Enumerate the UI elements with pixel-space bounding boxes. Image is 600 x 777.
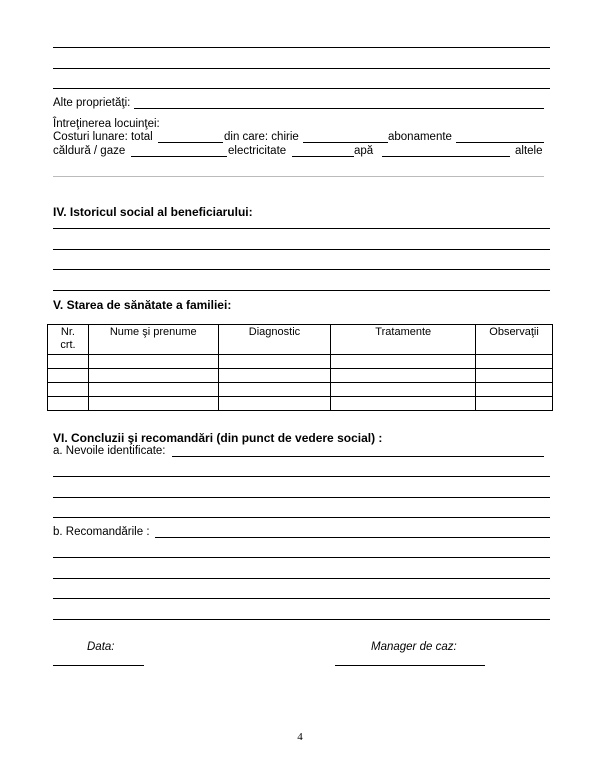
costs-total-label: Costuri lunare: total (53, 131, 153, 143)
table-cell[interactable] (218, 355, 331, 369)
table-cell[interactable] (331, 383, 476, 397)
table-cell[interactable] (88, 397, 218, 411)
rent-field[interactable] (303, 142, 388, 143)
maintenance-label: Întreţinerea locuinţei: (53, 118, 160, 130)
table-row (48, 355, 553, 369)
needs-label: a. Nevoile identificate: (53, 445, 166, 457)
case-manager-label: Manager de caz: (371, 641, 457, 653)
case-manager-signature-field[interactable] (335, 665, 485, 666)
table-cell[interactable] (218, 397, 331, 411)
page-number: 4 (297, 731, 303, 743)
other-properties-label: Alte proprietăţi: (53, 97, 131, 109)
blank-line[interactable] (53, 578, 550, 579)
blank-line[interactable] (53, 557, 550, 558)
table-cell[interactable] (218, 369, 331, 383)
table-row (48, 383, 553, 397)
col-header-nr (48, 325, 89, 355)
col-header-diagnostic: Diagnostic (218, 325, 331, 355)
costs-total-field[interactable] (158, 142, 223, 143)
table-cell[interactable] (48, 369, 89, 383)
section-4-title: IV. Istoricul social al beneficiarului: (53, 205, 253, 219)
blank-line[interactable] (53, 619, 550, 620)
section-5-title: V. Starea de sănătate a familiei: (53, 298, 232, 312)
col-header-nr-text: Nr. crt. (60, 326, 76, 351)
date-field[interactable] (53, 665, 144, 666)
table-cell[interactable] (476, 383, 553, 397)
table-cell[interactable] (88, 355, 218, 369)
blank-line[interactable] (53, 249, 550, 250)
table-cell[interactable] (88, 383, 218, 397)
recommendations-field[interactable] (155, 537, 550, 538)
table-cell[interactable] (476, 397, 553, 411)
blank-line[interactable] (53, 228, 550, 229)
water-field[interactable] (382, 156, 510, 157)
table-cell[interactable] (48, 383, 89, 397)
electricity-field[interactable] (292, 156, 354, 157)
date-label: Data: (87, 641, 115, 653)
family-health-table (47, 324, 553, 411)
table-cell[interactable] (218, 383, 331, 397)
blank-line[interactable] (53, 476, 550, 477)
water-label: apă (354, 145, 374, 157)
table-cell[interactable] (48, 397, 89, 411)
col-header-name: Nume şi prenume (88, 325, 218, 355)
col-header-treatments: Tratamente (331, 325, 476, 355)
blank-line[interactable] (53, 47, 550, 48)
table-header-row (48, 325, 553, 355)
table-cell[interactable] (88, 369, 218, 383)
table-cell[interactable] (331, 397, 476, 411)
others-label: altele (515, 145, 543, 157)
table-cell[interactable] (48, 355, 89, 369)
section-separator (53, 176, 544, 177)
table-cell[interactable] (476, 369, 553, 383)
table-row (48, 369, 553, 383)
blank-line[interactable] (53, 497, 550, 498)
subscriptions-label: abonamente (388, 131, 452, 143)
needs-field[interactable] (172, 456, 544, 457)
section-6-title: VI. Concluzii şi recomandări (din punct de vedere social) : (53, 431, 383, 445)
blank-line[interactable] (53, 88, 550, 89)
blank-line[interactable] (53, 269, 550, 270)
blank-line[interactable] (53, 598, 550, 599)
blank-line[interactable] (53, 68, 550, 69)
other-properties-field[interactable] (134, 108, 544, 109)
table-cell[interactable] (331, 355, 476, 369)
table-cell[interactable] (331, 369, 476, 383)
col-header-observations: Observaţii (476, 325, 553, 355)
electricity-label: electricitate (228, 145, 287, 157)
heating-gas-field[interactable] (131, 156, 227, 157)
subscriptions-field[interactable] (456, 142, 544, 143)
table-row (48, 397, 553, 411)
table-cell[interactable] (476, 355, 553, 369)
blank-line[interactable] (53, 290, 550, 291)
rent-label: din care: chirie (224, 131, 299, 143)
recommendations-label: b. Recomandările : (53, 526, 150, 538)
heating-gas-label: căldură / gaze (53, 145, 126, 157)
blank-line[interactable] (53, 517, 550, 518)
